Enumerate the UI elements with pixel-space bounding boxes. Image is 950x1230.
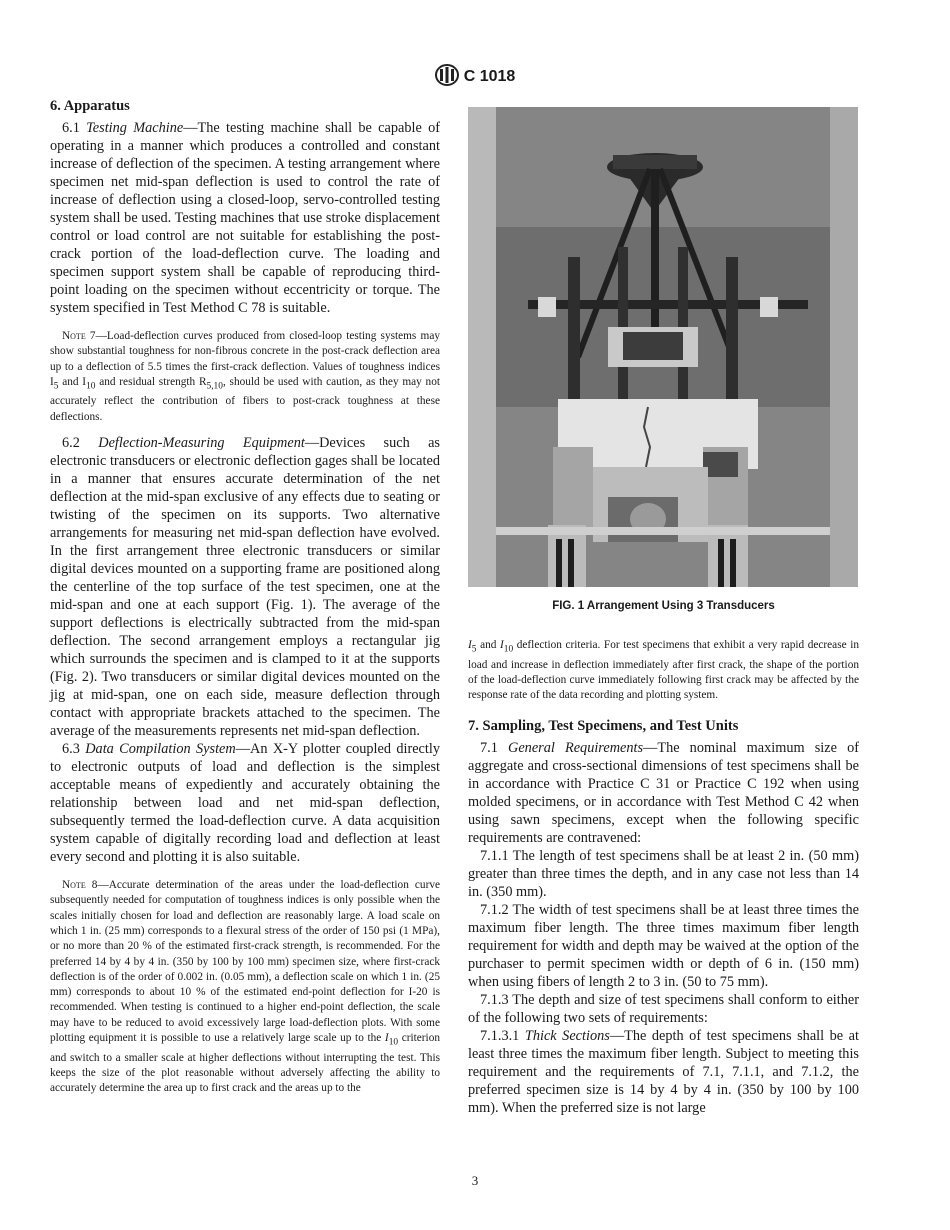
paragraph-6-3: 6.3 Data Compilation System—An X-Y plotter coupled directly to electronic outputs of load and deflection is the simplest acceptable means of expediently and accurately obtaining the relationship between load and net mid-span deflection, subsequently termed the load-deflection curve. A data acquisition system capable of digitally recording load and deflection at least every second and plotting it is also suitable. — [50, 741, 440, 866]
left-column — [50, 97, 440, 1105]
paragraph-7-1-3-1: 7.1.3.1 Thick Sections—The depth of test specimens shall be at least three times the maximum fiber length. Subject to meeting this requirement and the requirements of 7.1, 7.1.1, and 7.1.2, the preferred specimen size is 14 by 4 by 4 in. (350 by 100 by 100 mm). When the preferred size is not large — [468, 1028, 859, 1117]
right-column — [468, 97, 859, 1117]
paragraph-7-1: 7.1 General Requirements—The nominal maximum size of aggregate and cross-sectional dimensions of test specimens shall be in accordance with Practice C 31 or Practice C 192 when using molded specimens, or in accordance with Test Method C 42 when using sawn specimens, except when the following specific requirements are contravened: — [468, 740, 859, 847]
page-number: 3 — [471, 1173, 479, 1188]
paragraph-6-2: 6.2 Deflection-Measuring Equipment—Devices such as electronic transducers or electronic deflection gages shall be located in a manner that ensures accurate determination of the net deflection at the mid-span exclusive of any effects due to seating or twisting of the specimen on its supports. Two alternative arrangements for measuring net mid-span deflection have evolved. In the first arrangement three electronic transducers or similar digital devices mounted on a supporting frame are positioned along the centerline of the top surface of the test specimen, one at the mid-span and one at each support (Fig. 1). The average of the support deflections is electrically subtracted from the mid-span deflection. The second arrangement employs a rectangular jig which surrounds the specimen and is clamped to it at the supports (Fig. 2). Two transducers or similar digital devices mounted on the jig at mid-span, one on each side, measure deflection through contact with appropriate brackets attached to the specimen. The average of the measurements represents net mid-span deflection. — [50, 435, 440, 740]
note-8: Note 8—Accurate determination of the areas under the load-deflection curve subsequently needed for computation of toughness indices is only possible when the scales initially chosen for load and deflection are reasonably large. A load scale on which 1 in. (25 mm) corresponds to a flexural stress of the order of 150 psi (1 MPa), or no more than 20 % of the estimated first-crack strength, is recommended. For the preferred 14 by 4 by 4 in. (350 by 100 by 100 mm) specimen size, where first-crack deflection is of the order of 0.002 in. (0.05 mm), a deflection scale on which 1 in. (25 mm) corresponds to about 10 % of the estimated end-point deflection for I-20 is recommended. When testing is continued to a higher end-point deflection, the scale may have to be reduced to avoid excessively large load-deflection plots. With some plotting equipment it is possible to use a relatively large scale up to the $I_{10}$ criterion and switch to a smaller scale at higher deflections without interrupting the test. This keeps the size of the plot reasonable without adversely affecting the ability to accurately determine the area up to first crack and the areas up to the — [50, 879, 440, 1095]
test-apparatus-photo — [468, 107, 858, 587]
paragraph-6-1: 6.1 Testing Machine—The testing machine shall be capable of operating in a manner which produces a controlled and constant increase of deflection of the specimen. A testing arrangement where specimen net mid-span deflection is used to control the rate of increase of deflection using a closed-loop, servo-controlled testing system shall be used. Testing machines that use stroke displacement control or load control are not suitable for establishing the post-crack portion of the load-deflection curve. The loading and specimen support system shall be capable of reproducing third-point loading on the specimen without eccentricity or torque. The system specified in Test Method C 78 is suitable. — [50, 120, 441, 316]
paragraph-7-1-3: 7.1.3 The depth and size of test specimens shall conform to either of the following two sets of requirements: — [468, 992, 859, 1027]
paragraph-7-1-1: 7.1.1 The length of test specimens shall be at least 2 in. (50 mm) greater than three times the depth, and in any case not less than 14 in. (350 mm). — [468, 848, 859, 901]
note-7: Note 7—Load-deflection curves produced from closed-loop testing systems may show substantial toughness for non-fibrous concrete in the post-crack deflection area up to a deflection of 5.5 times the first-crack deflection. Values of toughness indices $I_5$ and $I_{10}$ and residual strength $R_{5,10}$, should be used with caution, as they may not accurately reflect the contribution of fibers to post-crack toughness at these deflections. — [50, 330, 440, 423]
page-header — [0, 64, 950, 86]
astm-logo-icon — [435, 64, 459, 86]
note-8-continued: $I_5$ and $I_{10}$ deflection criteria. For test specimens that exhibit a very rapid decrease in load and increase in deflection immediately after first crack, the shape of the portion of the load-deflection curve immediately following first crack may be affected by the response rate of the data recording and plotting system. — [468, 639, 859, 702]
section-6-heading: 6. Apparatus — [50, 98, 130, 114]
designation: C 1018 — [463, 68, 516, 85]
section-7-heading: 7. Sampling, Test Specimens, and Test Units — [468, 718, 739, 735]
figure-1-caption: FIG. 1 Arrangement Using 3 Transducers — [552, 600, 775, 612]
paragraph-7-1-2: 7.1.2 The width of test specimens shall be at least three times the maximum fiber length. The three times maximum fiber length requirement for width and depth may be waived at the option of the purchaser to permit specimen width or depth of 6 in. (150 mm) when using fibers of length 2 to 3 in. (50 to 75 mm). — [468, 902, 859, 991]
figure-1-photo — [468, 107, 858, 587]
